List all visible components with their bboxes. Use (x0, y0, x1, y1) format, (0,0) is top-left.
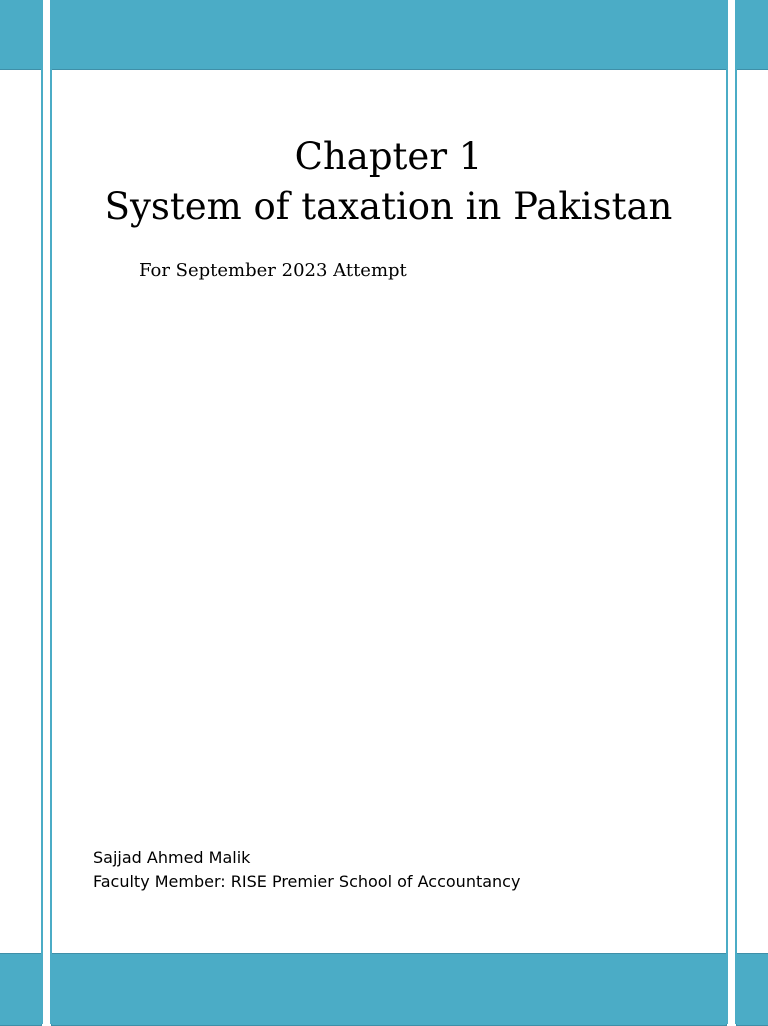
chapter-title: Chapter 1 (294, 135, 483, 178)
attempt-note: For September 2023 Attempt (139, 260, 407, 281)
right-border-line-outer (735, 0, 737, 1024)
bottom-band-right (736, 953, 768, 1026)
top-band-center (51, 0, 727, 70)
right-border-line-inner (726, 0, 728, 1024)
left-border-line-outer (41, 0, 43, 1024)
chapter-subject: System of taxation in Pakistan (104, 185, 673, 228)
author-name: Sajjad Ahmed Malik (93, 848, 251, 867)
author-role: Faculty Member: RISE Premier School of Accountancy (93, 872, 521, 891)
bottom-band-center (51, 953, 727, 1026)
bottom-band-left (0, 953, 42, 1026)
top-band-left (0, 0, 42, 70)
top-band-right (736, 0, 768, 70)
